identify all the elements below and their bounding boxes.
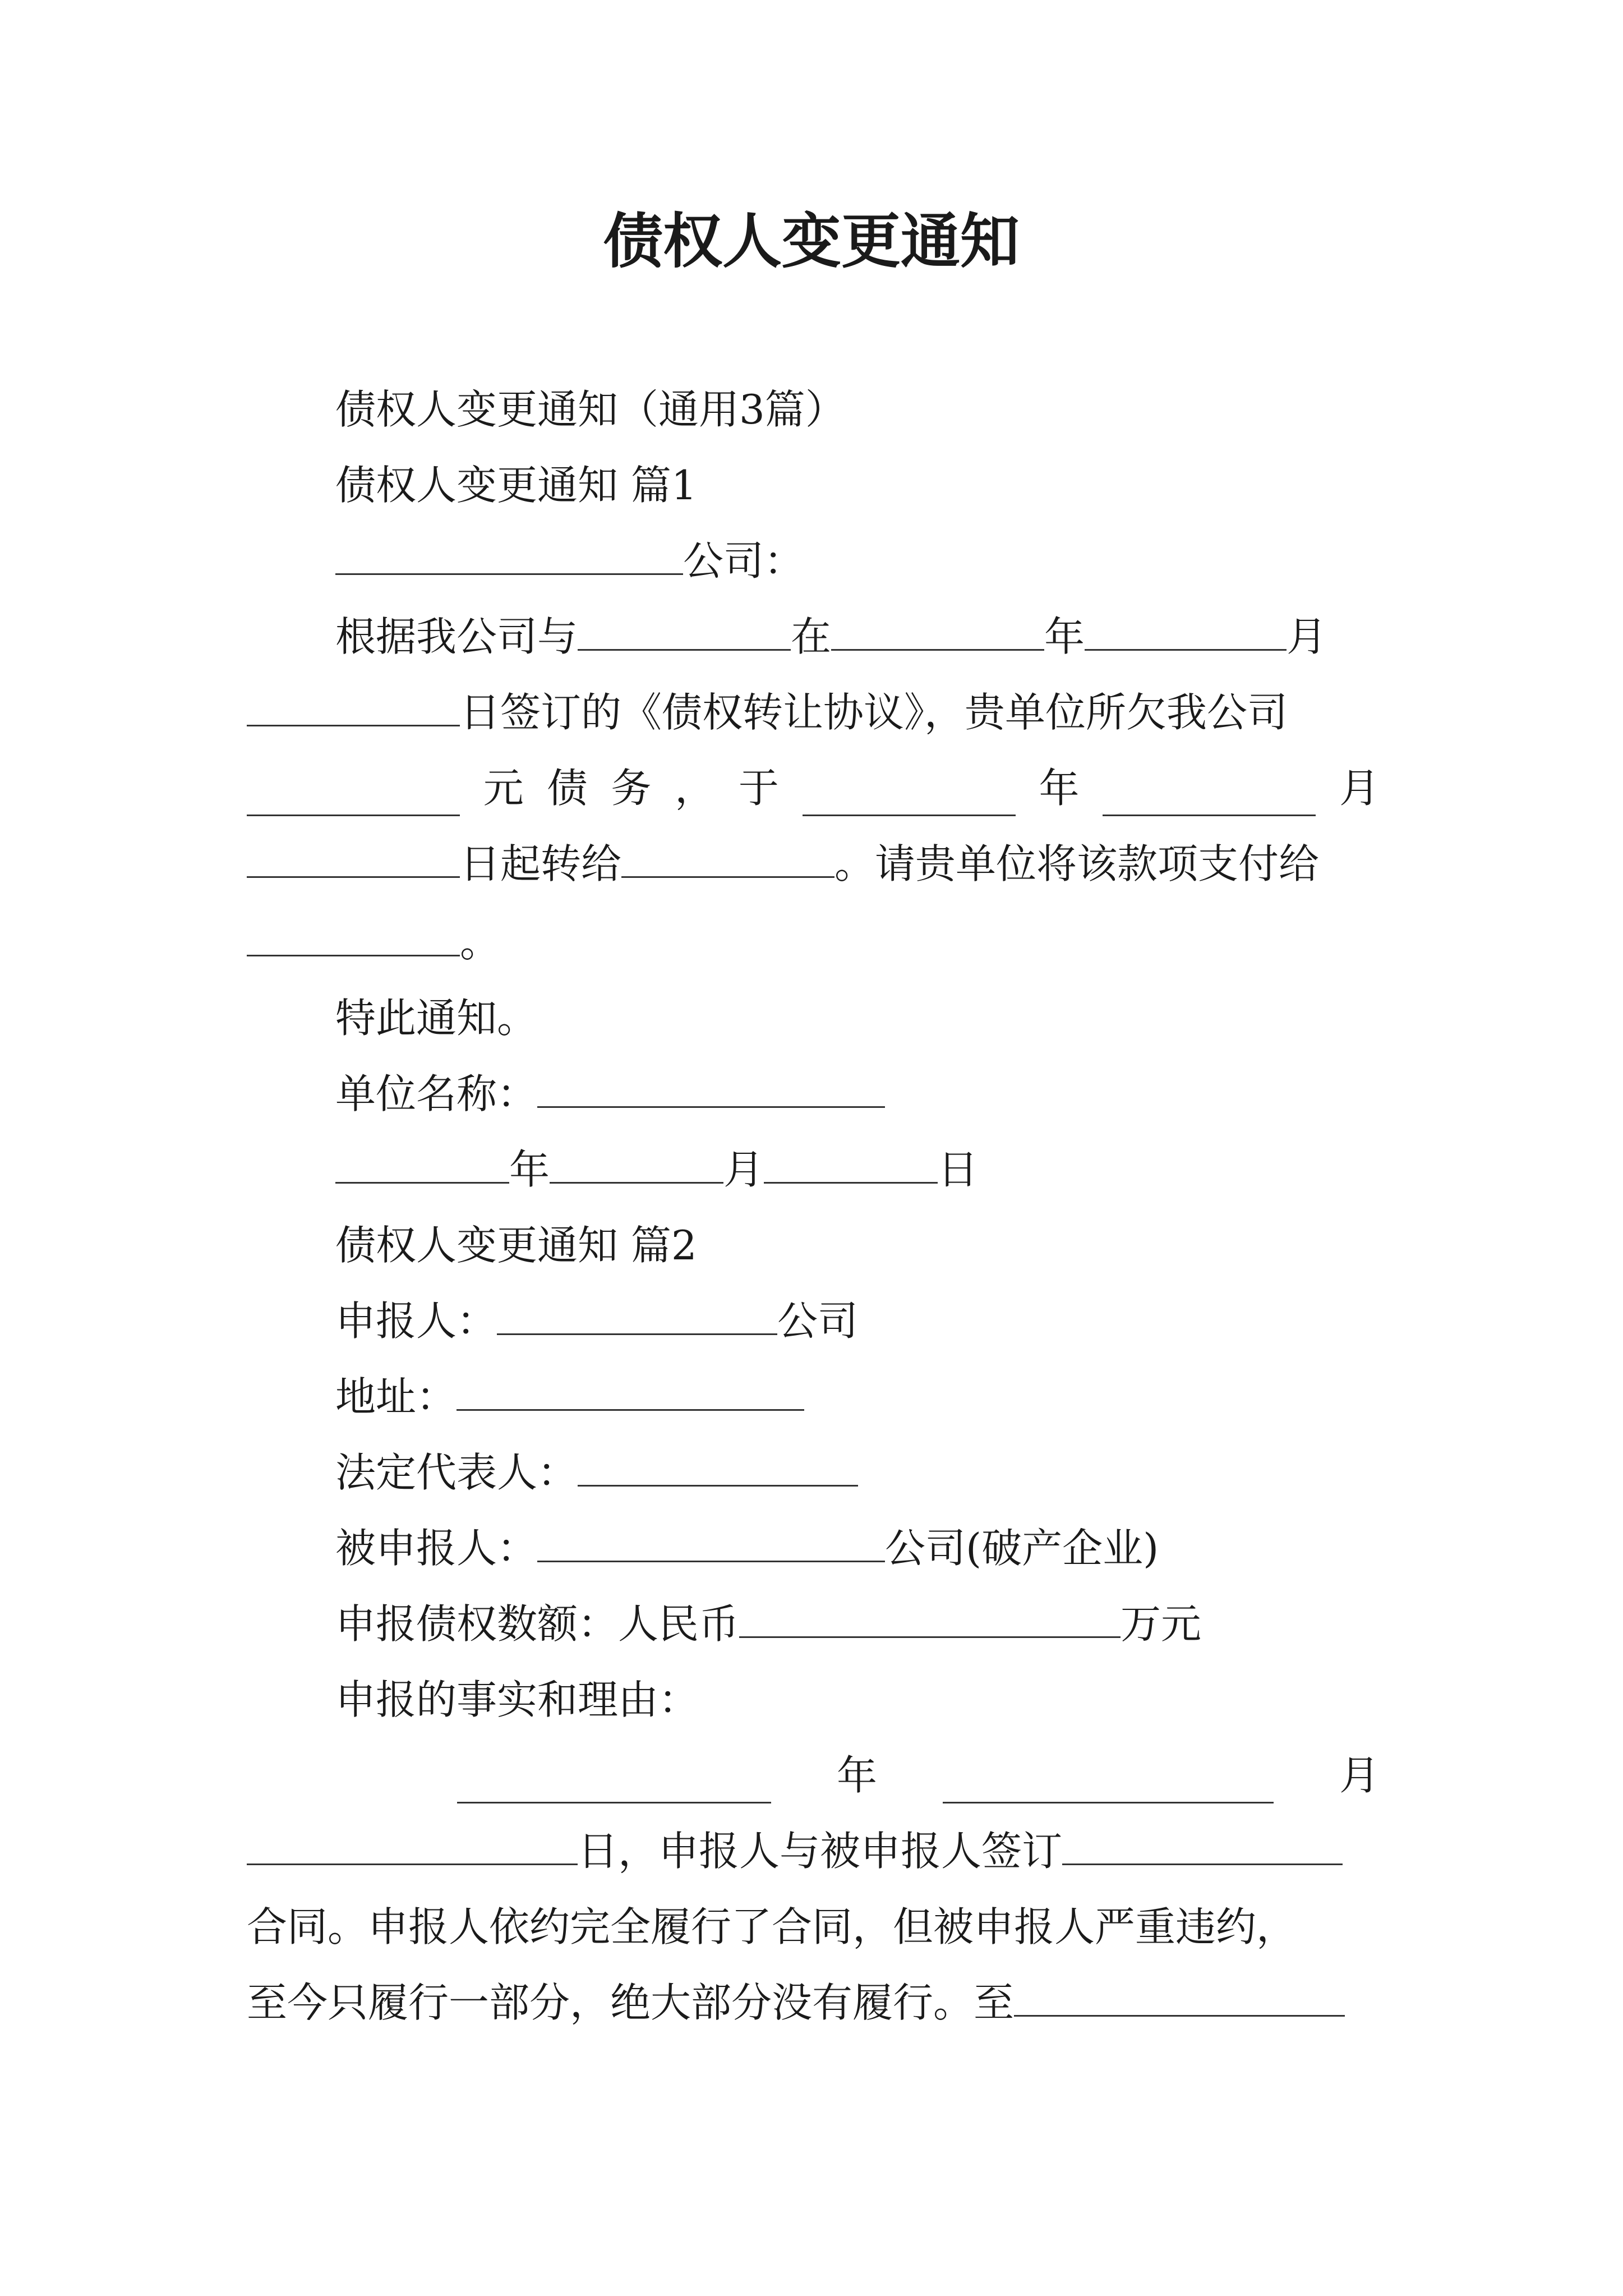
partial-line: [247, 1975, 1345, 2031]
para-text: 。请贵单位将该款项支付给: [834, 840, 1320, 887]
blank-field: [1014, 1976, 1345, 2017]
blank-field: [497, 1294, 777, 1335]
blank-field: [1103, 775, 1316, 816]
company-suffix: 公司：: [683, 537, 805, 585]
blank-field: [803, 775, 1016, 816]
address-line: [335, 1369, 804, 1425]
intro-line: 债权人变更通知（通用3篇）: [335, 386, 846, 433]
blank-field: [247, 837, 460, 878]
para-text: 日签订的《债权转让协议》，贵单位所欠我公司: [460, 689, 1288, 736]
para1-line1: [335, 609, 1327, 665]
blank-field: [1085, 610, 1287, 651]
para1-line4: [247, 836, 1319, 892]
para-text: 日起转给: [460, 840, 622, 887]
year-label: 年: [509, 1146, 550, 1193]
claim-amount-label: 申报债权数额：人民币: [335, 1600, 740, 1648]
para-text: 日，申报人与被申报人签订: [578, 1828, 1063, 1875]
para-text: 务: [611, 765, 652, 812]
blank-field: [247, 1824, 578, 1865]
facts-sign-line: [247, 1823, 1343, 1879]
facts-date-line: [457, 1747, 1380, 1803]
notice-line: 特此通知。: [335, 995, 538, 1042]
blank-field: [578, 610, 791, 651]
month-label: 月: [1339, 1752, 1380, 1799]
unit-name-line: [335, 1066, 885, 1122]
company-bankrupt-label: 公司(破产企业): [885, 1525, 1159, 1572]
month-label: 月: [1339, 765, 1380, 812]
para-text: 于: [738, 765, 779, 812]
legal-rep-line: [335, 1444, 858, 1501]
blank-field: [621, 837, 834, 878]
year-label: 年: [1044, 613, 1085, 660]
address-label: 地址：: [335, 1373, 457, 1420]
para-text: 元: [483, 765, 524, 812]
para-text: 根据我公司与: [335, 613, 578, 660]
claim-amount-line: [335, 1596, 1201, 1652]
para1-line2: [247, 684, 1288, 740]
blank-field: [247, 775, 460, 816]
applicant-line: [335, 1293, 858, 1349]
blank-field: [537, 1521, 885, 1562]
day-label: 日: [938, 1146, 979, 1193]
blank-field: [335, 534, 683, 575]
year-label: 年: [836, 1752, 877, 1799]
month-label: 月: [1287, 613, 1327, 660]
part2-heading: 债权人变更通知 篇2: [335, 1222, 697, 1269]
para-text: 至今只履行一部分，绝大部分没有履行。至: [247, 1979, 1015, 2026]
unit-name-label: 单位名称：: [335, 1070, 538, 1117]
document-title: 债权人变更通知: [603, 206, 1020, 276]
legal-rep-label: 法定代表人：: [335, 1449, 578, 1496]
blank-field: [739, 1597, 1121, 1638]
blank-field: [831, 610, 1044, 651]
company-label: 公司: [777, 1297, 859, 1345]
para-text: ，: [675, 765, 716, 812]
blank-field: [457, 1370, 804, 1411]
month-label: 月: [723, 1146, 764, 1193]
blank-field: [247, 915, 460, 956]
respondent-line: [335, 1520, 1159, 1576]
date-line: [335, 1142, 978, 1198]
company-line: [335, 533, 804, 589]
contract-line: 合同。申报人依约完全履行了合同，但被申报人严重违约，: [247, 1903, 1297, 1950]
part1-heading: 债权人变更通知 篇1: [335, 462, 697, 509]
year-label: 年: [1039, 765, 1080, 812]
para-text: 。: [460, 919, 501, 966]
blank-field: [764, 1143, 938, 1184]
blank-field: [550, 1143, 723, 1184]
para1-line5: [247, 914, 500, 970]
para1-line3: [247, 760, 1380, 816]
blank-field: [247, 685, 460, 726]
blank-field: [943, 1763, 1274, 1803]
para-text: 在: [791, 613, 832, 660]
blank-field: [537, 1067, 885, 1108]
unit-label: 万元: [1121, 1600, 1202, 1648]
blank-field: [335, 1143, 509, 1184]
facts-line: 申报的事实和理由：: [335, 1676, 699, 1723]
respondent-label: 被申报人：: [335, 1525, 538, 1572]
blank-field: [1062, 1824, 1343, 1865]
para-text: 债: [547, 765, 588, 812]
blank-field: [457, 1763, 771, 1803]
applicant-label: 申报人：: [335, 1297, 497, 1345]
blank-field: [578, 1446, 858, 1487]
